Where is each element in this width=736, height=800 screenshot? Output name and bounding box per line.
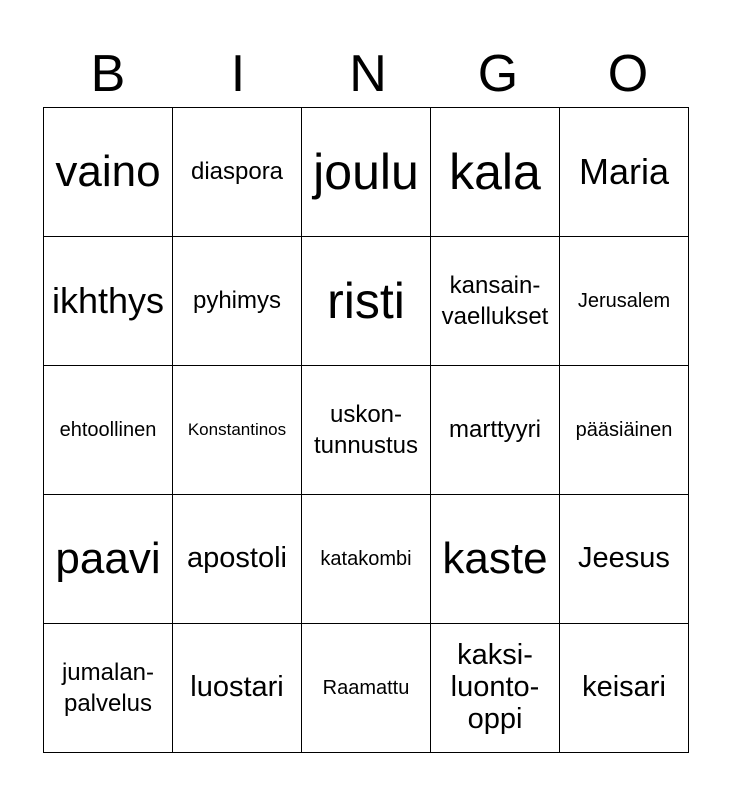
bingo-cell[interactable]: Raamattu — [302, 624, 431, 753]
bingo-cell[interactable]: vaino — [44, 108, 173, 237]
bingo-cell[interactable]: pääsiäinen — [560, 366, 689, 495]
bingo-card — [43, 107, 689, 753]
bingo-cell[interactable]: katakombi — [302, 495, 431, 624]
bingo-row — [44, 624, 689, 753]
bingo-cell[interactable]: marttyyri — [431, 366, 560, 495]
bingo-cell[interactable]: apostoli — [173, 495, 302, 624]
bingo-row — [44, 108, 689, 237]
bingo-cell[interactable]: diaspora — [173, 108, 302, 237]
bingo-cell[interactable]: kansain- vaellukset — [431, 237, 560, 366]
bingo-cell[interactable]: kaste — [431, 495, 560, 624]
bingo-header — [43, 40, 693, 108]
bingo-cell[interactable]: keisari — [560, 624, 689, 753]
bingo-cell[interactable]: Jeesus — [560, 495, 689, 624]
header-letter-i: I — [230, 45, 246, 103]
bingo-cell[interactable]: luostari — [173, 624, 302, 753]
bingo-cell[interactable]: pyhimys — [173, 237, 302, 366]
header-letter-b: B — [90, 45, 126, 103]
header-letter-n: N — [349, 45, 387, 103]
bingo-cell[interactable]: kaksi- luonto- oppi — [431, 624, 560, 753]
bingo-row — [44, 366, 689, 495]
bingo-cell[interactable]: Konstantinos — [173, 366, 302, 495]
bingo-cell[interactable]: Maria — [560, 108, 689, 237]
header-letter-o: O — [607, 45, 649, 103]
bingo-cell[interactable]: kala — [431, 108, 560, 237]
bingo-cell[interactable]: Jerusalem — [560, 237, 689, 366]
bingo-row — [44, 237, 689, 366]
bingo-cell[interactable]: ehtoollinen — [44, 366, 173, 495]
bingo-cell[interactable]: jumalan- palvelus — [44, 624, 173, 753]
bingo-cell[interactable]: risti — [302, 237, 431, 366]
bingo-row — [44, 495, 689, 624]
bingo-cell[interactable]: joulu — [302, 108, 431, 237]
header-letter-g: G — [477, 45, 519, 103]
bingo-cell[interactable]: paavi — [44, 495, 173, 624]
bingo-cell[interactable]: ikhthys — [44, 237, 173, 366]
bingo-cell[interactable]: uskon- tunnustus — [302, 366, 431, 495]
